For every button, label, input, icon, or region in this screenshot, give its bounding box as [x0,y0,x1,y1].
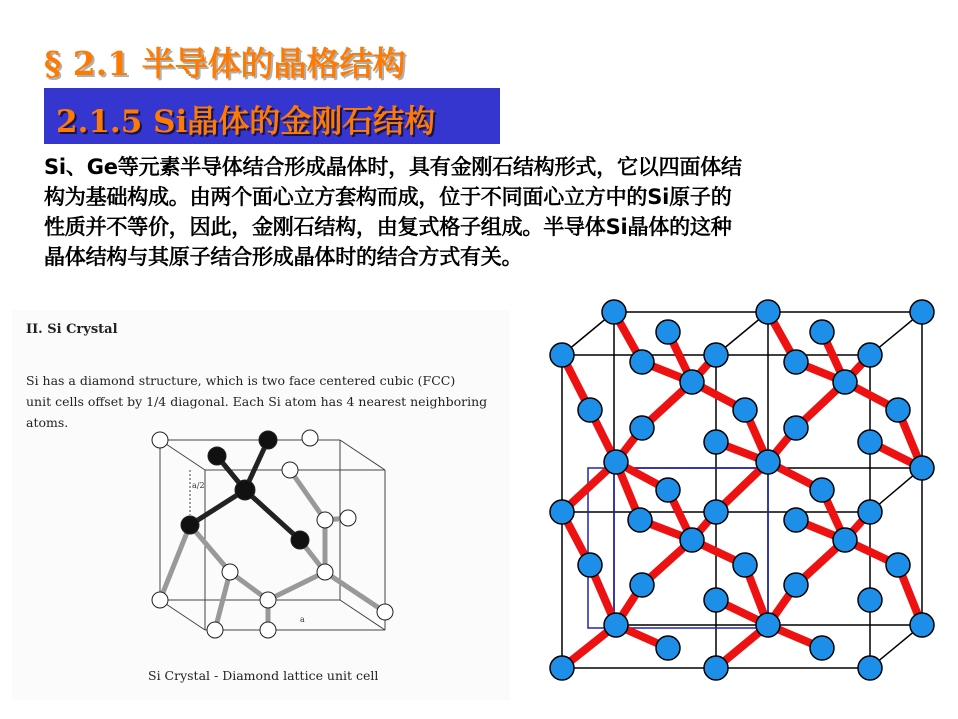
atom-white [152,592,168,608]
atom-white [260,622,276,638]
body-line: 构为基础构成。由两个面心立方套构而成，位于不同面心立方中的Si原子的 [44,185,732,209]
si-atom [810,478,834,502]
si-atom [680,370,704,394]
si-atom [910,300,934,324]
atom-white [317,512,333,528]
si-atom [810,320,834,344]
body-line: 性质并不等价，因此，金刚石结构，由复式格子组成。半导体Si晶体的这种 [44,215,732,239]
si-atom [858,430,882,454]
si-atom [550,343,574,367]
atom-white [302,430,318,446]
si-atom [628,508,652,532]
si-atom [756,613,780,637]
lattice-constant-label: a [300,615,305,624]
si-atom [550,500,574,524]
si-atom [858,500,882,524]
atom-black [291,531,309,549]
diamond-unit-cell-diagram [152,430,393,638]
si-atom [910,456,934,480]
section-title: § 2.1 半导体的晶格结构 [44,44,406,83]
subtitle-text: 2.1.5 Si晶体的金刚石结构 [56,104,436,140]
si-atom [704,588,728,612]
atom-white [377,604,393,620]
si-atom [886,553,910,577]
si-atom [858,588,882,612]
body-line: Si、Ge等元素半导体结合形成晶体时，具有金刚石结构形式，它以四面体结 [44,155,742,179]
si-atom [784,416,808,440]
si-atom [756,300,780,324]
si-atom [704,500,728,524]
si-atom [704,430,728,454]
atom-white [340,510,356,526]
si-atom [756,450,780,474]
si-atom [704,343,728,367]
atom-white [152,432,168,448]
si-atom [733,553,757,577]
half-lattice-label: a/2 [192,481,205,490]
atom-black [235,480,255,500]
figure-description-line: unit cells offset by 1/4 diagonal. Each Si atom has 4 nearest neighboring [26,394,488,409]
si-atom [578,553,602,577]
figure-description-line: Si has a diamond structure, which is two face centered cubic (FCC) [26,373,456,388]
si-atom [604,450,628,474]
si-atom [784,573,808,597]
si-atom [604,613,628,637]
si-atom [680,528,704,552]
atom-white [282,462,298,478]
si-atom [630,416,654,440]
si-atom [550,656,574,680]
si-atom [784,508,808,532]
body-line: 晶体结构与其原子结合形成晶体时的结合方式有关。 [44,245,523,269]
si-atom [833,528,857,552]
si-atom [630,573,654,597]
si-atom [704,656,728,680]
atom-black [181,516,199,534]
atom-white [317,564,333,580]
atom-white [260,592,276,608]
atom-white [207,622,223,638]
si-atom [858,343,882,367]
si-atom [833,370,857,394]
si-atom [886,398,910,422]
si-atom [602,300,626,324]
figure-description-line: atoms. [26,415,69,430]
figure-heading: II. Si Crystal [26,322,118,337]
si-atom [810,636,834,660]
si-atom [656,478,680,502]
si-atom [784,350,808,374]
si-atom [858,656,882,680]
unit-cell-atoms [152,430,393,638]
si-atom [910,613,934,637]
atom-white [222,564,238,580]
si-atom [656,636,680,660]
si-atom [578,398,602,422]
diamond-lattice-3d-diagram [550,300,934,680]
atom-black [208,447,226,465]
si-atom [656,320,680,344]
si-atom [733,398,757,422]
figure-caption: Si Crystal - Diamond lattice unit cell [148,668,379,683]
si-atom [630,350,654,374]
atom-black [259,431,277,449]
